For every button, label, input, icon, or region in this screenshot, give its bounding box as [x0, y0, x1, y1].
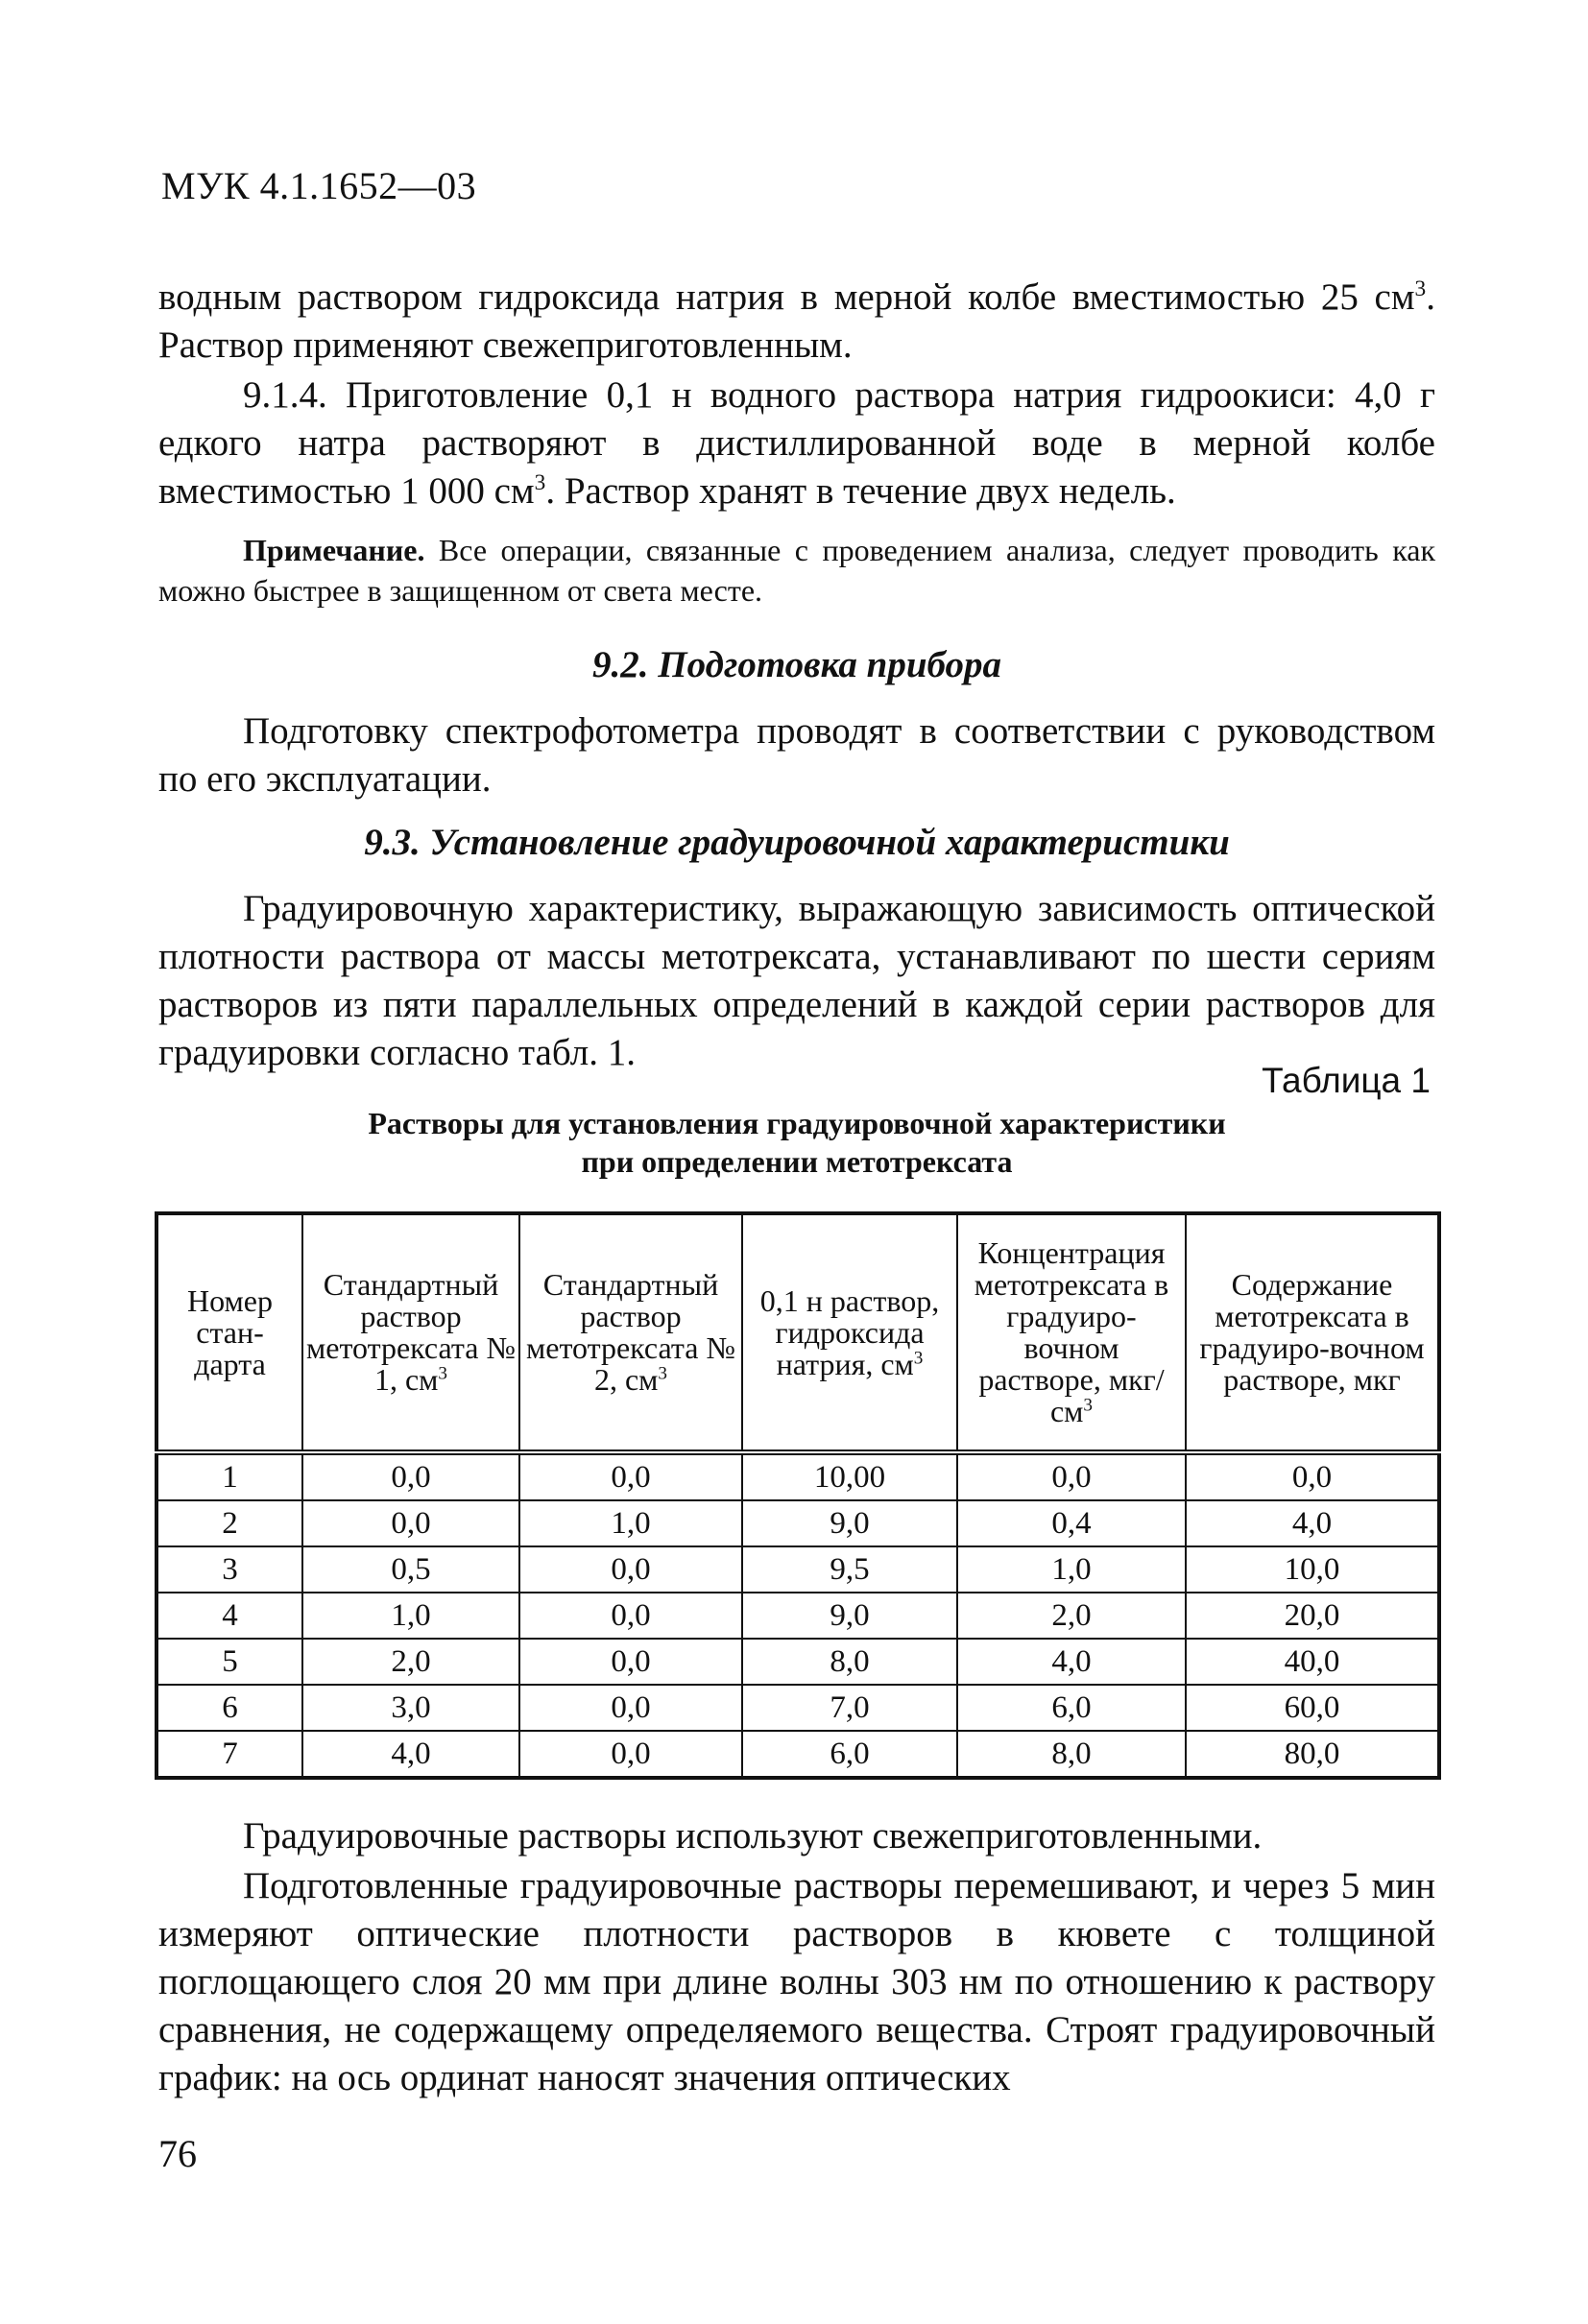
paragraph-after-table-1	[158, 1812, 1435, 1860]
table-cell: 8,0	[957, 1731, 1186, 1778]
paragraph-2	[158, 371, 1435, 515]
table-row	[156, 1593, 1439, 1639]
table-cell: 20,0	[1186, 1593, 1439, 1639]
paragraph-2-text-b: . Раствор хранят в течение двух недель.	[545, 470, 1176, 512]
header-cell: Номер стан-дарта	[156, 1213, 302, 1452]
table-cell: 0,4	[957, 1500, 1186, 1546]
table-cell: 0,0	[302, 1500, 519, 1546]
paragraph-1-text-b: . Раствор применяют свежеприготовленным.	[158, 276, 1435, 366]
table-cell: 4,0	[302, 1731, 519, 1778]
table-cell: 1,0	[302, 1593, 519, 1639]
table-caption-line-2: при определении метотрексата	[581, 1144, 1013, 1179]
table-cell: 1,0	[957, 1546, 1186, 1593]
note-label: Примечание.	[243, 533, 425, 567]
table-row	[156, 1500, 1439, 1546]
table-cell: 4	[156, 1593, 302, 1639]
table-cell: 0,0	[302, 1452, 519, 1500]
table-cell: 0,0	[519, 1593, 742, 1639]
table-cell: 9,0	[742, 1593, 957, 1639]
paragraph-1-sup: 3	[1414, 276, 1427, 301]
document-code: МУК 4.1.1652—03	[161, 164, 477, 207]
header-cell: Стандартный раствор метотрексата № 1, $см^3$	[302, 1213, 519, 1452]
table-cell: 6,0	[957, 1685, 1186, 1731]
header-cell: 0,1 н раствор, гидроксида натрия, $см^3$	[742, 1213, 957, 1452]
table-cell: 3	[156, 1546, 302, 1593]
table-cell: 4,0	[957, 1639, 1186, 1685]
paragraph-after-table-2-text: Подготовленные градуировочные растворы перемешивают, и через 5 мин измеряют оптические плотности растворов в кювете с толщиной поглощающего слоя 20 мм при длине волны 303 нм по отношению к раствору сравнения, не содержащему определяемого вещества. Строят градуировочный график: на ось ординат наносят значения оптических	[158, 1865, 1435, 2098]
note-text: Все операции, связанные с проведением анализа, следует проводить как можно быстрее в защищенном от света месте.	[158, 533, 1435, 608]
page-number: 76	[158, 2132, 197, 2175]
table-row	[156, 1639, 1439, 1685]
header-cell: Содержание метотрексата в градуиро-вочном растворе, мкг	[1186, 1213, 1439, 1452]
table-cell: 1,0	[519, 1500, 742, 1546]
table-cell: 4,0	[1186, 1500, 1439, 1546]
paragraph-2-sup: 3	[534, 470, 546, 495]
table-cell: 0,0	[519, 1452, 742, 1500]
table-cell: 60,0	[1186, 1685, 1439, 1731]
table-cell: 5	[156, 1639, 302, 1685]
table-cell: 2	[156, 1500, 302, 1546]
paragraph-after-table-2	[158, 1862, 1435, 2102]
table-cell: 0,0	[957, 1452, 1186, 1500]
paragraph-1	[158, 274, 1435, 370]
table-cell: 2,0	[302, 1639, 519, 1685]
table-cell: 2,0	[957, 1593, 1186, 1639]
section-9-2-text: Подготовку спектрофотометра проводят в соответствии с руководством по его эксплуатации.	[158, 710, 1435, 800]
table-caption-line-1: Растворы для установления градуировочной характеристики	[368, 1106, 1226, 1140]
table-cell: 6,0	[742, 1731, 957, 1778]
table-cell: 0,5	[302, 1546, 519, 1593]
section-9-3-title: 9.3. Установление градуировочной характеристики	[364, 822, 1230, 863]
note-paragraph	[158, 530, 1435, 611]
paragraph-1-text-a: водным раствором гидроксида натрия в мерной колбе вместимостью 25 см	[158, 276, 1415, 318]
section-9-2-title: 9.2. Подготовка прибора	[592, 644, 1001, 685]
table-cell: 0,0	[519, 1546, 742, 1593]
header-cell: Концентрация метотрексата в градуиро-вочном растворе, мкг/$см^3$	[957, 1213, 1186, 1452]
paragraph-after-table-1-text: Градуировочные растворы используют свежеприготовленными.	[243, 1815, 1263, 1857]
table-header-row	[156, 1213, 1439, 1452]
table-label: Таблица 1	[1262, 1061, 1431, 1100]
section-9-3-paragraph	[158, 885, 1435, 1077]
section-9-2-paragraph	[158, 707, 1435, 803]
section-9-3-text: Градуировочную характеристику, выражающую зависимость оптической плотности раствора от массы метотрексата, устанавливают по шести сериям растворов из пяти параллельных определений в каждой серии растворов для градуировки согласно табл. 1.	[158, 888, 1435, 1073]
table-cell: 8,0	[742, 1639, 957, 1685]
header-cell: Стандартный раствор метотрексата № 2, $см^3$	[519, 1213, 742, 1452]
table-cell: 0,0	[519, 1685, 742, 1731]
table-cell: 80,0	[1186, 1731, 1439, 1778]
table-cell: 9,5	[742, 1546, 957, 1593]
table-row	[156, 1685, 1439, 1731]
table-row	[156, 1452, 1439, 1500]
table-cell: 10,0	[1186, 1546, 1439, 1593]
table-cell: 40,0	[1186, 1639, 1439, 1685]
table-caption	[158, 1104, 1435, 1181]
table-cell: 6	[156, 1685, 302, 1731]
table-row	[156, 1731, 1439, 1778]
table-cell: 7	[156, 1731, 302, 1778]
table-cell: 9,0	[742, 1500, 957, 1546]
table-cell: 7,0	[742, 1685, 957, 1731]
table-cell: 0,0	[1186, 1452, 1439, 1500]
calibration-table	[155, 1211, 1441, 1780]
table-cell: 10,00	[742, 1452, 957, 1500]
table-row	[156, 1546, 1439, 1593]
table-cell: 3,0	[302, 1685, 519, 1731]
table-cell: 0,0	[519, 1731, 742, 1778]
table-cell: 1	[156, 1452, 302, 1500]
paragraph-2-text-a: 9.1.4. Приготовление 0,1 н водного раствора натрия гидроокиси: 4,0 г едкого натра растворяют в дистиллированной воде в мерной колбе вместимостью 1 000 см	[158, 374, 1435, 512]
table-cell: 0,0	[519, 1639, 742, 1685]
